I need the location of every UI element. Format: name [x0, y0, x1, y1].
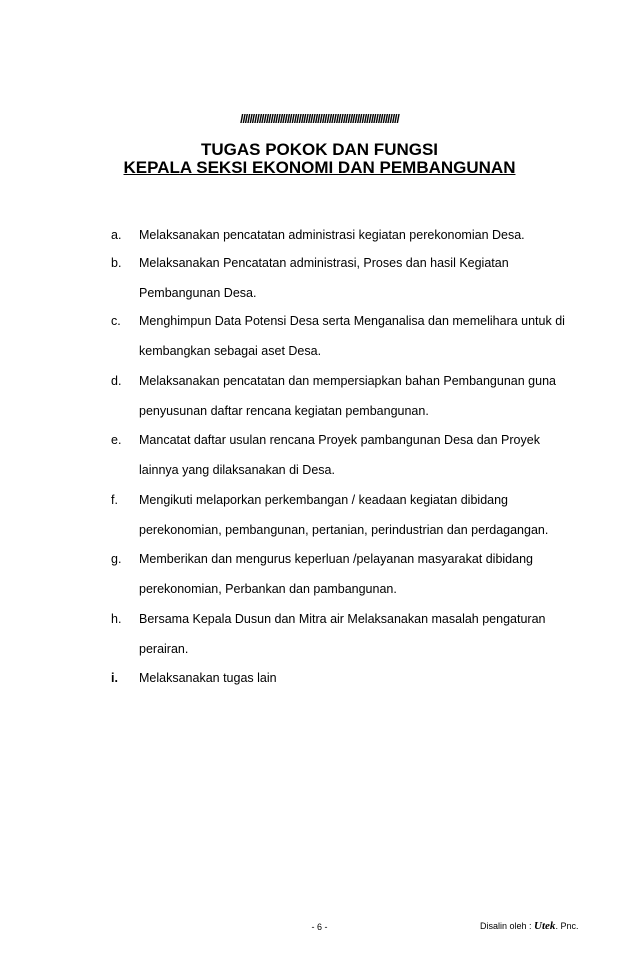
list-item-text [139, 604, 579, 664]
list-item-text [139, 306, 579, 366]
list-item-line: Memberikan dan mengurus keperluan /pelayanan masyarakat dibidang [139, 552, 533, 566]
list-marker: e. [111, 433, 122, 447]
list-item-line: penyusunan daftar rencana kegiatan pembangunan. [139, 404, 429, 418]
list-item-line: Melaksanakan Pencatatan administrasi, Proses dan hasil Kegiatan [139, 256, 509, 270]
list-item-line: perairan. [139, 642, 189, 656]
credit-brand: Utek [534, 920, 556, 932]
list-item-text [139, 220, 579, 250]
list-marker: f. [111, 493, 118, 507]
credit-prefix: Disalin oleh : [480, 921, 532, 931]
list-item-line: Bersama Kepala Dusun dan Mitra air Melaksanakan masalah pengaturan [139, 612, 546, 626]
list-item-line: Mancatat daftar usulan rencana Proyek pambangunan Desa dan Proyek [139, 433, 540, 447]
list-item-line: Melaksanakan pencatatan dan mempersiapkan bahan Pembangunan guna [139, 374, 556, 388]
list-item-text [139, 425, 579, 485]
list-item-line: Melaksanakan tugas lain [139, 671, 277, 685]
list-item-line: Melaksanakan pencatatan administrasi kegiatan perekonomian Desa. [139, 228, 525, 242]
document-subtitle: KEPALA SEKSI EKONOMI DAN PEMBANGUNAN [123, 158, 516, 177]
list-marker: b. [111, 256, 122, 270]
decorative-slash-line: //////////////////////////////////////////////////////////////////// [240, 112, 399, 126]
list-marker: h. [111, 612, 122, 626]
list-item-line: perekonomian, Perbankan dan pambangunan. [139, 582, 397, 596]
list-marker: i. [111, 671, 118, 685]
list-item-line: Pembangunan Desa. [139, 286, 257, 300]
footer-credit [480, 920, 578, 932]
document-title: TUGAS POKOK DAN FUNGSI [200, 140, 439, 159]
page-number: - 6 - [311, 922, 328, 932]
list-item-text [139, 544, 579, 604]
list-item-text [139, 485, 579, 545]
credit-suffix: . Pnc. [555, 921, 579, 931]
list-marker: d. [111, 374, 122, 388]
list-item-line: kembangkan sebagai aset Desa. [139, 344, 322, 358]
list-item-line: Mengikuti melaporkan perkembangan / keadaan kegiatan dibidang [139, 493, 509, 507]
list-marker: a. [111, 228, 122, 242]
list-marker: g. [111, 552, 122, 566]
list-item-text [139, 366, 579, 426]
list-item-line: perekonomian, pembangunan, pertanian, perindustrian dan perdagangan. [139, 523, 549, 537]
list-item-line: Menghimpun Data Potensi Desa serta Menganalisa dan memelihara untuk di [139, 314, 565, 328]
list-item-line: lainnya yang dilaksanakan di Desa. [139, 463, 335, 477]
list-marker: c. [111, 314, 121, 328]
list-item-text [139, 248, 579, 308]
list-item-text [139, 663, 579, 693]
